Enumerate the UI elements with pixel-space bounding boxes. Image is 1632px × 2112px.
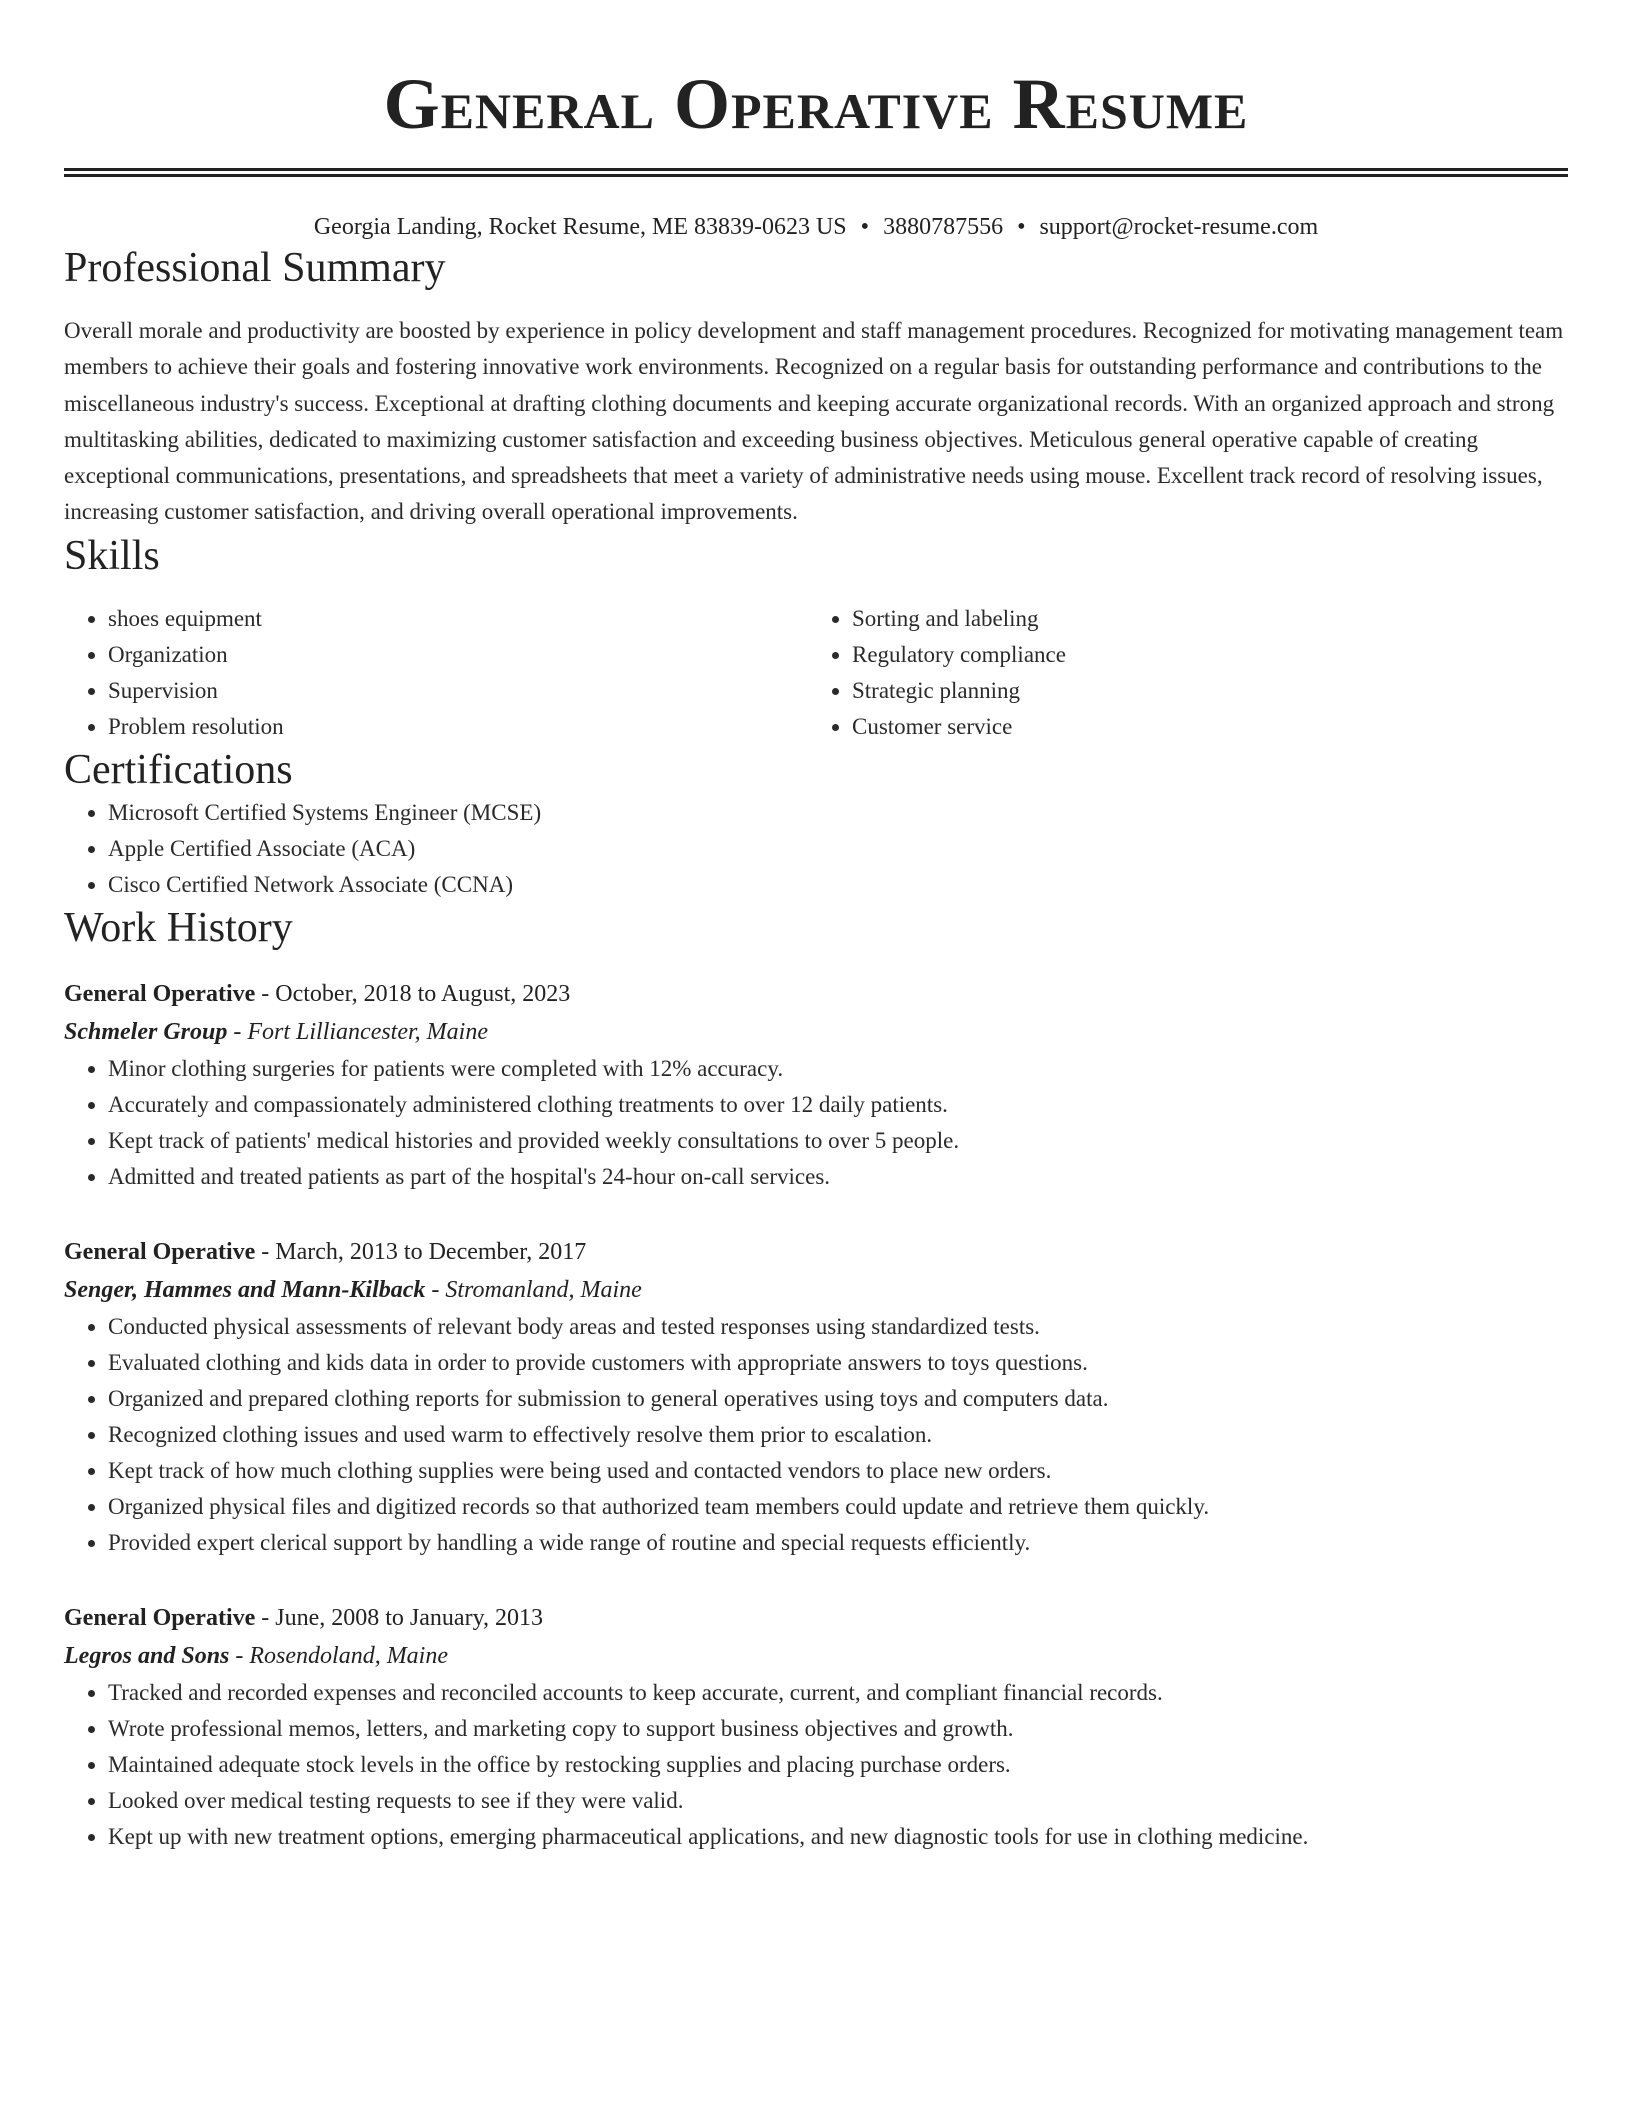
job-duty: • Admitted and treated patients as part of the hospital's 24-hour on-call services.: [108, 1159, 1568, 1195]
job-title: General Operative: [64, 1604, 256, 1631]
job-duties-list: [64, 1675, 1568, 1855]
skill-item: • Customer service: [852, 709, 1552, 745]
skill-item: • Strategic planning: [852, 673, 1552, 709]
certifications-list: [64, 795, 1568, 903]
job-dates: - June, 2008 to January, 2013: [255, 1604, 544, 1631]
resume-title: General Operative Resume: [383, 64, 1249, 144]
certification-item: • Microsoft Certified Systems Engineer (MCSE): [108, 795, 1568, 831]
job-duty: • Looked over medical testing requests to see if they were valid.: [108, 1783, 1568, 1819]
skills-list-left: [64, 601, 808, 745]
job-duties-list: [64, 1309, 1568, 1561]
job-duty: • Organized and prepared clothing reports for submission to general operatives using toys and computers data.: [108, 1381, 1568, 1417]
contact-email: support@rocket-resume.com: [1039, 214, 1319, 240]
job-title-line: [64, 1599, 1568, 1637]
summary-text: Overall morale and productivity are boosted by experience in policy development and staff management procedures. Recognized for motivating management team members to achieve their goals and fostering innovative work environments. Recognized on a regular basis for outstanding performance and contributions to the miscellaneous industry's success. Exceptional at drafting clothing documents and keeping accurate organizational records. With an organized approach and strong multitasking abilities, dedicated to maximizing customer satisfaction and exceeding business objectives. Meticulous general operative capable of creating exceptional communications, presentations, and spreadsheets that meet a variety of administrative needs using mouse. Excellent track record of resolving issues, increasing customer satisfaction, and driving overall operational improvements.: [64, 318, 1564, 525]
job-duty: • Kept track of patients' medical histories and provided weekly consultations to over 5 people.: [108, 1123, 1568, 1159]
title-divider: [64, 168, 1568, 177]
job-entry: [64, 975, 1568, 1195]
skills-columns: [64, 601, 1568, 745]
job-duty: • Tracked and recorded expenses and reconciled accounts to keep accurate, current, and compliant financial records.: [108, 1675, 1568, 1711]
job-company-line: [64, 1637, 1568, 1675]
job-title: General Operative: [64, 980, 256, 1007]
certifications-heading: Certifications: [64, 746, 293, 793]
contact-separator: •: [860, 214, 870, 240]
job-duty: • Conducted physical assessments of relevant body areas and tested responses using standardized tests.: [108, 1309, 1568, 1345]
contact-phone: 3880787556: [883, 214, 1004, 240]
skill-item: • Sorting and labeling: [852, 601, 1552, 637]
job-title: General Operative: [64, 1238, 256, 1265]
job-company-line: [64, 1271, 1568, 1309]
job-entry: [64, 1599, 1568, 1855]
summary-heading: Professional Summary: [64, 245, 446, 291]
skill-item: • shoes equipment: [108, 601, 808, 637]
job-duty: • Evaluated clothing and kids data in order to provide customers with appropriate answers to toys questions.: [108, 1345, 1568, 1381]
skills-heading: Skills: [64, 532, 160, 579]
job-duty: • Wrote professional memos, letters, and marketing copy to support business objectives and growth.: [108, 1711, 1568, 1747]
job-company: Legros and Sons: [64, 1642, 230, 1669]
contact-separator: •: [1017, 214, 1026, 240]
job-duty: • Kept up with new treatment options, emerging pharmaceutical applications, and new diagnostic tools for use in clothing medicine.: [108, 1819, 1568, 1855]
job-duty: • Kept track of how much clothing supplies were being used and contacted vendors to place new orders.: [108, 1453, 1568, 1489]
work-history-heading: Work History: [64, 904, 293, 951]
job-duty: • Recognized clothing issues and used warm to effectively resolve them prior to escalation.: [108, 1417, 1568, 1453]
skills-column-left: [64, 601, 808, 745]
job-company: Senger, Hammes and Mann-Kilback: [64, 1276, 426, 1303]
job-company-line: [64, 1013, 1568, 1051]
job-duty: • Maintained adequate stock levels in the office by restocking supplies and placing purchase orders.: [108, 1747, 1568, 1783]
job-company: Schmeler Group: [64, 1018, 228, 1045]
job-location: - Fort Lilliancester, Maine: [227, 1018, 488, 1045]
skills-list-right: [808, 601, 1552, 745]
job-duty: • Accurately and compassionately administered clothing treatments to over 12 daily patients.: [108, 1087, 1568, 1123]
certification-item: • Apple Certified Associate (ACA): [108, 831, 1568, 867]
job-duties-list: [64, 1051, 1568, 1195]
skill-item: • Problem resolution: [108, 709, 808, 745]
skill-item: • Organization: [108, 637, 808, 673]
job-dates: - October, 2018 to August, 2023: [255, 980, 571, 1007]
job-title-line: [64, 975, 1568, 1013]
job-title-line: [64, 1233, 1568, 1271]
job-location: - Stromanland, Maine: [425, 1276, 642, 1303]
skills-column-right: [808, 601, 1552, 745]
job-dates: - March, 2013 to December, 2017: [255, 1238, 587, 1265]
contact-line: [64, 211, 1568, 243]
job-duty: • Organized physical files and digitized records so that authorized team members could update and retrieve them quickly.: [108, 1489, 1568, 1525]
contact-address: Georgia Landing, Rocket Resume, ME 83839-0623 US: [313, 214, 847, 240]
certification-item: • Cisco Certified Network Associate (CCNA): [108, 867, 1568, 903]
job-entry: [64, 1233, 1568, 1561]
skill-item: • Regulatory compliance: [852, 637, 1552, 673]
job-duty: • Provided expert clerical support by handling a wide range of routine and special requests efficiently.: [108, 1525, 1568, 1561]
job-duty: • Minor clothing surgeries for patients were completed with 12% accuracy.: [108, 1051, 1568, 1087]
job-location: - Rosendoland, Maine: [229, 1642, 448, 1669]
skill-item: • Supervision: [108, 673, 808, 709]
